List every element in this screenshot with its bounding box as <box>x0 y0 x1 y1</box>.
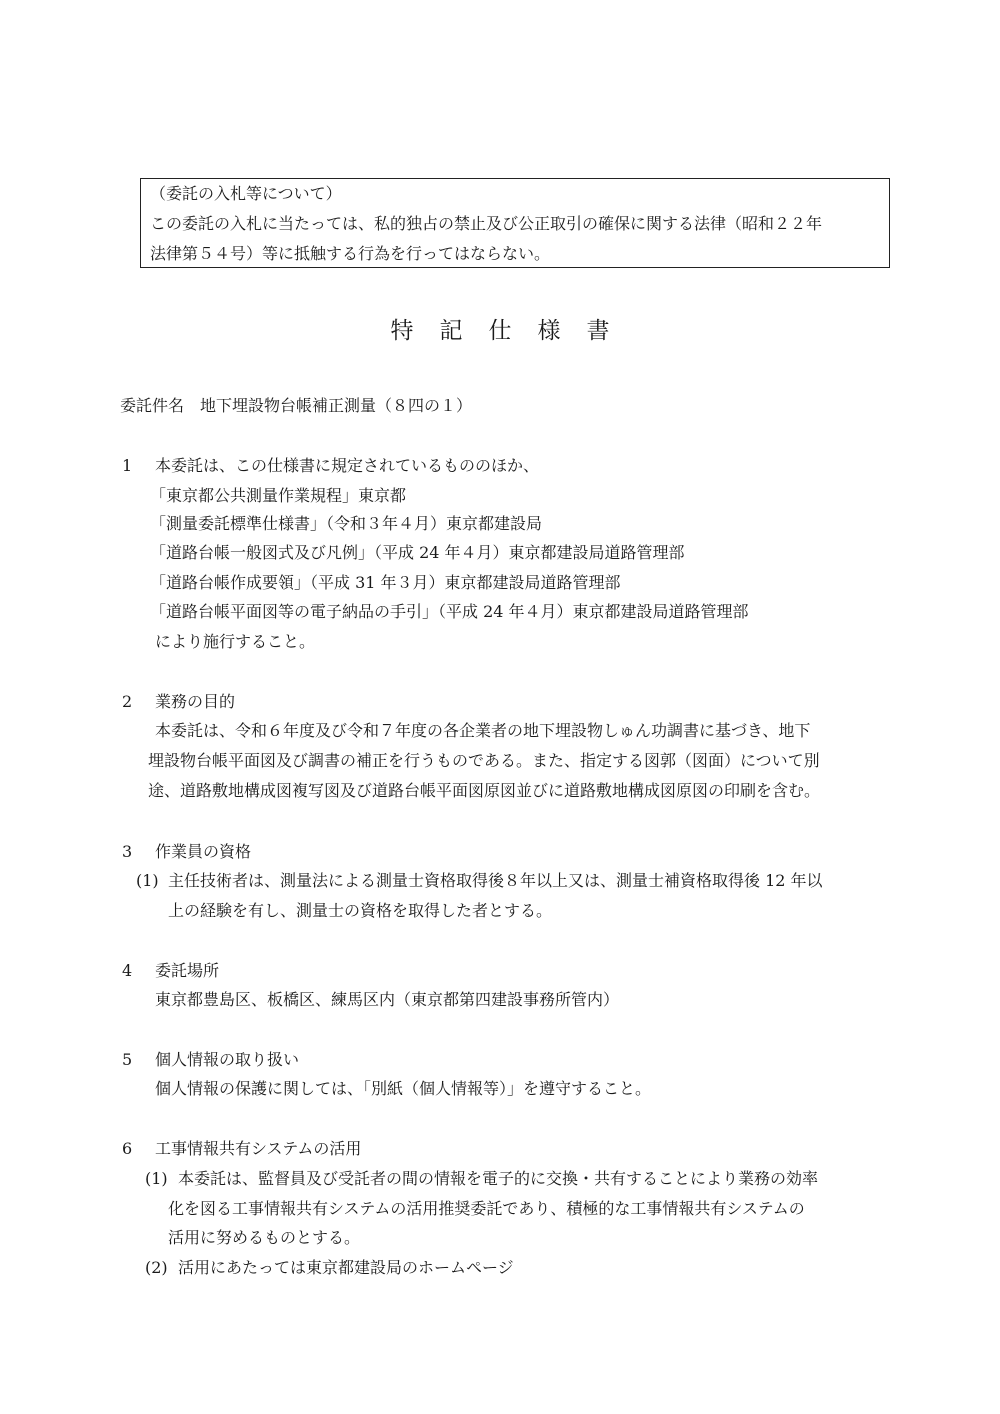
section-2-number: 2 <box>122 692 133 711</box>
section-4-body: 東京都豊島区、板橋区、練馬区内（東京都第四建設事務所管内） <box>155 990 620 1009</box>
section-1-reference: 「道路台帳作成要領」（平成 31 年３月）東京都建設局道路管理部 <box>150 573 621 592</box>
document-title: 特記仕様書 <box>390 318 636 344</box>
section-4-number: 4 <box>122 961 133 980</box>
section-6-heading: 工事情報共有システムの活用 <box>155 1139 362 1158</box>
section-2-heading: 業務の目的 <box>155 692 236 711</box>
section-3-item-line: 主任技術者は、測量法による測量士資格取得後８年以上又は、測量士補資格取得後 12 年以 <box>168 871 823 890</box>
section-5-heading: 個人情報の取り扱い <box>155 1050 300 1069</box>
notice-heading: （委託の入札等について） <box>150 184 342 203</box>
notice-line-2: 法律第５４号）等に抵触する行為を行ってはならない。 <box>150 244 551 263</box>
section-1-intro: 本委託は、この仕様書に規定されているもののほか、 <box>155 456 540 475</box>
section-1-closing: により施行すること。 <box>155 632 316 651</box>
section-6-item-2-text: 活用にあたっては東京都建設局のホームページ <box>178 1258 514 1277</box>
section-3-heading: 作業員の資格 <box>155 842 252 861</box>
section-3-item-line: 上の経験を有し、測量士の資格を取得した者とする。 <box>168 901 553 920</box>
section-6-item-1-line: 本委託は、監督員及び受託者の間の情報を電子的に交換・共有することにより業務の効率 <box>178 1169 819 1188</box>
section-5-number: 5 <box>122 1050 133 1069</box>
section-2-line: 埋設物台帳平面図及び調書の補正を行うものである。また、指定する図郭（図面）について別 <box>148 751 820 770</box>
section-6-item-1-line: 化を図る工事情報共有システムの活用推奨委託であり、積極的な工事情報共有システムの <box>168 1199 805 1218</box>
section-1-number: 1 <box>122 456 133 475</box>
section-3-item-label: (1) <box>136 871 159 890</box>
section-1-reference: 「道路台帳一般図式及び凡例」（平成 24 年４月）東京都建設局道路管理部 <box>150 543 685 562</box>
section-6-item-1-label: (1) <box>145 1169 168 1188</box>
section-5-body: 個人情報の保護に関しては、「別紙（個人情報等）」を遵守すること。 <box>155 1079 652 1098</box>
section-2-line: 本委託は、令和６年度及び令和７年度の各企業者の地下埋設物しゅん功調書に基づき、地下 <box>155 721 811 740</box>
section-1-reference: 「道路台帳平面図等の電子納品の手引」（平成 24 年４月）東京都建設局道路管理部 <box>150 602 749 621</box>
commission-name: 委託件名 地下埋設物台帳補正測量（８四の１） <box>120 396 473 415</box>
notice-line-1: この委託の入札に当たっては、私的独占の禁止及び公正取引の確保に関する法律（昭和２２年 <box>150 214 823 233</box>
section-6-item-1-line: 活用に努めるものとする。 <box>168 1228 361 1247</box>
section-2-line: 途、道路敷地構成図複写図及び道路台帳平面図原図並びに道路敷地構成図原図の印刷を含む。 <box>148 781 821 800</box>
section-6-item-2-label: (2) <box>145 1258 168 1277</box>
section-6-number: 6 <box>122 1139 133 1158</box>
section-1-reference: 「東京都公共測量作業規程」東京都 <box>150 486 407 505</box>
section-3-number: 3 <box>122 842 133 861</box>
section-4-heading: 委託場所 <box>155 961 220 980</box>
section-1-reference: 「測量委託標準仕様書」（令和３年４月）東京都建設局 <box>150 514 543 533</box>
